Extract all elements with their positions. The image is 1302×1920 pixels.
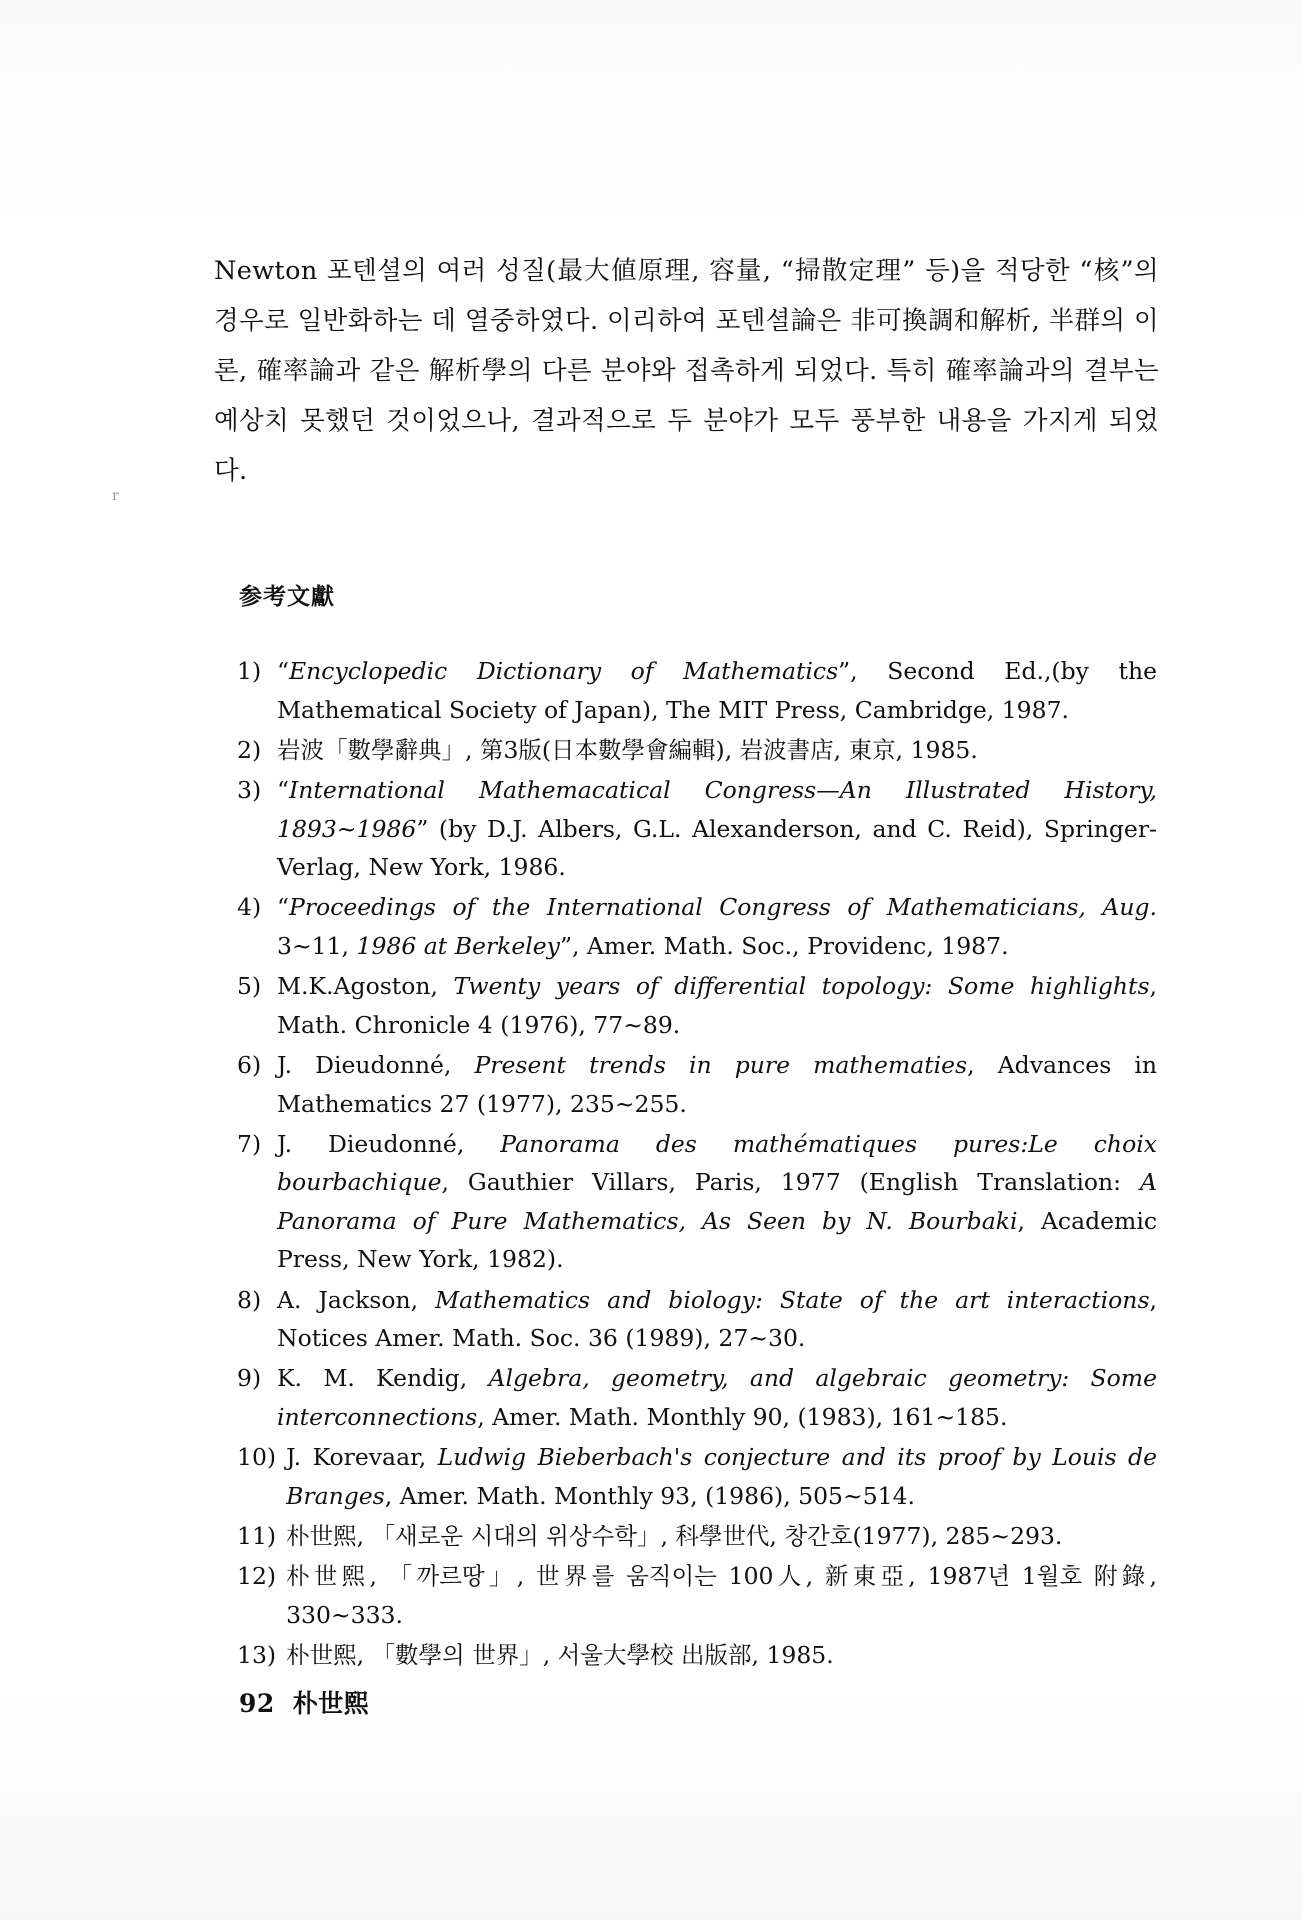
- references-list: [237, 652, 1157, 1676]
- reference-title: Twenty years of differential topology: Some highlights: [453, 972, 1150, 1001]
- stray-mark: r: [112, 488, 119, 504]
- body-paragraph: Newton 포텐셜의 여러 성질(最大値原理, 容量, “掃散定理” 등)을 적당한 “核”의 경우로 일반화하는 데 열중하였다. 이리하여 포텐셜論은 非可換調和解析, 半群의 이론, 確率論과 같은 解析學의 다른 분야와 접촉하게 되었다. 특히 確率論과의 결부는 예상치 못했던 것이었으나, 결과적으로 두 분야가 모두 풍부한 내용을 가지게 되었다.: [214, 255, 1159, 486]
- reference-item: [237, 1636, 1157, 1675]
- reference-title: Mathematics and biology: State of the art interactions: [435, 1285, 1150, 1314]
- reference-number: 11): [237, 1522, 277, 1550]
- reference-text: “International Mathemacatical Congress—An Illustrated History, 1893~1986” (by D.J. Albers, G.L. Alexanderson, and C. Reid), Springer-Verlag, New York, 1986.: [277, 775, 1157, 882]
- reference-title: Proceedings of the International Congress of Mathematicians, Aug.: [289, 893, 1157, 922]
- reference-title: Panorama des mathématiques pures:Le choix bourbachique: [277, 1129, 1157, 1197]
- reference-item: [237, 1125, 1157, 1279]
- reference-number: 9): [237, 1364, 262, 1393]
- reference-text: 朴世熙, 「새로운 시대의 위상수학」, 科學世代, 창간호(1977), 285~293.: [286, 1522, 1063, 1550]
- reference-number: 13): [237, 1640, 277, 1669]
- reference-text: “Proceedings of the International Congress of Mathematicians, Aug. 3~11, 1986 at Berkeley”, Amer. Math. Soc., Providenc, 1987.: [277, 893, 1157, 960]
- reference-number: 3): [237, 775, 262, 804]
- reference-text: J. Korevaar, Ludwig Bieberbach's conjecture and its proof by Louis de Branges, Amer. Math. Monthly 93, (1986), 505~514.: [286, 1443, 1157, 1510]
- reference-title: Algebra, geometry, and algebraic geometry: Some interconnections: [277, 1364, 1157, 1432]
- reference-number: 4): [237, 893, 262, 922]
- reference-title-translation: A Panorama of Pure Mathematics, As Seen by N. Bourbaki: [277, 1168, 1157, 1235]
- reference-number: 8): [237, 1285, 262, 1314]
- reference-item: [237, 1517, 1157, 1556]
- references-heading: 参考文獻: [239, 583, 335, 610]
- reference-text: J. Dieudonné, Panorama des mathématiques pures:Le choix bourbachique, Gauthier Villars, Paris, 1977 (English Translation: A Panorama of Pure Mathematics, As Seen by N. Bourbaki, Academic Press, New York, 1982).: [277, 1129, 1157, 1274]
- reference-item: [237, 1281, 1157, 1358]
- reference-title-cont: 1986 at Berkeley: [356, 931, 560, 960]
- reference-text: 朴世熙, 「數學의 世界」, 서울大學校 出版部, 1985.: [286, 1640, 834, 1669]
- reference-text: M.K.Agoston, Twenty years of differential topology: Some highlights, Math. Chronicle 4 (1976), 77~89.: [277, 972, 1157, 1039]
- page-number: 92: [239, 1689, 275, 1718]
- reference-title: International Mathemacatical Congress—An Illustrated History, 1893~1986: [277, 775, 1157, 843]
- page-footer: [239, 1684, 369, 1720]
- reference-item: [237, 1557, 1157, 1634]
- reference-number: 1): [237, 657, 262, 685]
- reference-number: 6): [237, 1050, 262, 1079]
- reference-text: 岩波「數學辭典」, 第3版(日本數學會編輯), 岩波書店, 東京, 1985.: [277, 735, 978, 764]
- reference-number: 2): [237, 735, 262, 764]
- reference-text: “Encyclopedic Dictionary of Mathematics”, Second Ed.,(by the Mathematical Society of Japan), The MIT Press, Cambridge, 1987.: [277, 657, 1157, 724]
- reference-number: 5): [237, 972, 262, 1001]
- reference-item: [237, 888, 1157, 965]
- reference-number: 12): [237, 1562, 277, 1591]
- reference-title: Ludwig Bieberbach's conjecture and its proof by Louis de Branges: [286, 1443, 1157, 1510]
- reference-text: 朴世熙, 「까르땅」, 世界를 움직이는 100人, 新東亞, 1987년 1월호 附錄, 330~333.: [286, 1562, 1157, 1629]
- footer-author: 朴世熙: [292, 1689, 370, 1718]
- reference-number: 7): [237, 1129, 262, 1158]
- reference-item: [237, 967, 1157, 1044]
- reference-item: [237, 652, 1157, 729]
- reference-text: K. M. Kendig, Algebra, geometry, and algebraic geometry: Some interconnections, Amer. Math. Monthly 90, (1983), 161~185.: [277, 1364, 1157, 1432]
- reference-number: 10): [237, 1443, 277, 1472]
- reference-text: A. Jackson, Mathematics and biology: State of the art interactions, Notices Amer. Math. Soc. 36 (1989), 27~30.: [277, 1285, 1157, 1353]
- reference-item: [237, 1046, 1157, 1123]
- reference-title: Encyclopedic Dictionary of Mathematics: [289, 657, 839, 685]
- reference-item: [237, 1438, 1157, 1515]
- reference-text: J. Dieudonné, Present trends in pure mathematies, Advances in Mathematics 27 (1977), 235~255.: [277, 1050, 1158, 1118]
- reference-item: [237, 1359, 1157, 1436]
- reference-item: [237, 771, 1157, 887]
- reference-title: Present trends in pure mathematies: [474, 1050, 968, 1079]
- reference-item: [237, 731, 1157, 770]
